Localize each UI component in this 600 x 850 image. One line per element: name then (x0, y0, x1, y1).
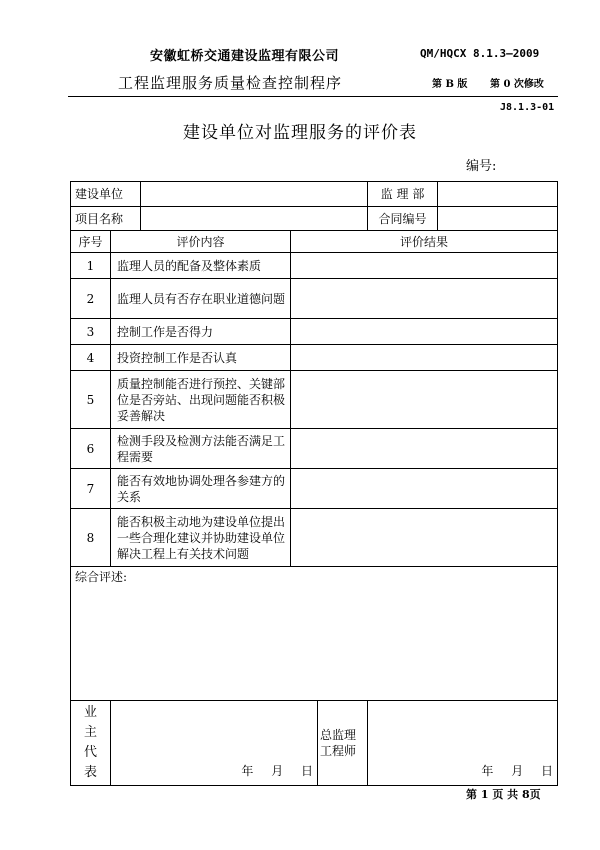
item-content: 能否有效地协调处理各参建方的关系 (111, 469, 291, 509)
item-result[interactable] (291, 509, 558, 567)
item-content: 能否积极主动地为建设单位提出一些合理化建议并协助建设单位解决工程上有关技术问题 (111, 509, 291, 567)
item-no: 8 (71, 509, 111, 567)
table-row (71, 253, 558, 279)
item-no: 2 (71, 279, 111, 319)
table-row (71, 279, 558, 319)
supervision-dept-field[interactable] (438, 182, 558, 207)
owner-rep-char: 表 (83, 765, 97, 780)
item-result[interactable] (291, 253, 558, 279)
contract-field[interactable] (438, 207, 558, 231)
item-content: 监理人员有否存在职业道德问题 (111, 279, 291, 319)
owner-rep-char: 业 (83, 705, 97, 720)
item-content: 检测手段及检测方法能否满足工程需要 (111, 429, 291, 469)
table-row (71, 345, 558, 371)
evaluation-form-table (70, 181, 558, 786)
chief-date-label: 年 月 日 (481, 764, 554, 778)
table-row (71, 371, 558, 429)
project-label: 项目名称 (71, 207, 141, 231)
owner-rep-char: 代 (83, 745, 97, 760)
header-divider (68, 96, 558, 97)
item-result[interactable] (291, 371, 558, 429)
item-content: 监理人员的配备及整体素质 (111, 253, 291, 279)
item-content: 质量控制能否进行预控、关键部位是否旁站、出现问题能否积极妥善解决 (111, 371, 291, 429)
chief-engineer-label: 总监理工程师 (318, 701, 368, 786)
item-result[interactable] (291, 319, 558, 345)
table-row (71, 429, 558, 469)
owner-label: 建设单位 (71, 182, 141, 207)
owner-date-label: 年 月 日 (241, 764, 314, 778)
revision-label: 第 0 次修改 (490, 79, 544, 90)
contract-label: 合同编号 (368, 207, 438, 231)
owner-representative-label (71, 701, 111, 786)
column-header-row (71, 231, 558, 253)
company-name: 安徽虹桥交通建设监理有限公司 (150, 49, 340, 64)
owner-row (71, 182, 558, 207)
item-result[interactable] (291, 469, 558, 509)
item-no: 6 (71, 429, 111, 469)
table-row (71, 509, 558, 567)
item-no: 4 (71, 345, 111, 371)
table-row (71, 469, 558, 509)
item-result[interactable] (291, 345, 558, 371)
table-row (71, 319, 558, 345)
item-no: 5 (71, 371, 111, 429)
col-no-header: 序号 (71, 231, 111, 253)
document-code: QM/HQCX 8.1.3—2009 (420, 47, 540, 60)
item-no: 3 (71, 319, 111, 345)
item-content: 控制工作是否得力 (111, 319, 291, 345)
program-title: 工程监理服务质量检查控制程序 (118, 74, 343, 92)
item-content: 投资控制工作是否认真 (111, 345, 291, 371)
item-no: 7 (71, 469, 111, 509)
item-result[interactable] (291, 279, 558, 319)
page-number: 第 1 页 共 8页 (466, 788, 541, 801)
owner-field[interactable] (141, 182, 368, 207)
col-result-header: 评价结果 (291, 231, 558, 253)
summary-label: 综合评述: (75, 570, 128, 584)
col-content-header: 评价内容 (111, 231, 291, 253)
project-row (71, 207, 558, 231)
owner-rep-char: 主 (83, 725, 97, 740)
owner-signature-field[interactable] (111, 701, 318, 786)
summary-comment-field[interactable] (71, 567, 558, 701)
signature-row (71, 701, 558, 786)
form-code: J8.1.3-01 (500, 102, 555, 113)
chief-signature-field[interactable] (368, 701, 558, 786)
item-result[interactable] (291, 429, 558, 469)
supervision-dept-label: 监 理 部 (368, 182, 438, 207)
form-title: 建设单位对监理服务的评价表 (183, 123, 417, 143)
edition-label: 第 B 版 (432, 79, 468, 90)
item-no: 1 (71, 253, 111, 279)
serial-number-label: 编号: (466, 159, 497, 174)
project-field[interactable] (141, 207, 368, 231)
summary-row (71, 567, 558, 701)
